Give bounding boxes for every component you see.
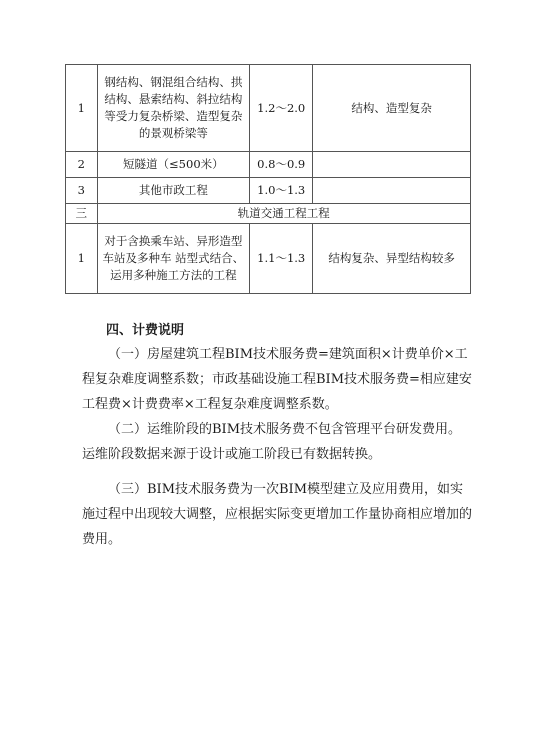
scope-cell: 短隧道（≤500米） <box>97 152 250 178</box>
row-number: 1 <box>66 65 98 152</box>
scope-cell: 钢结构、钢混组合结构、拱结构、悬索结构、斜拉结构等受力复杂桥梁、造型复杂的景观桥梁等 <box>97 65 250 152</box>
section-heading-cell: 轨道交通工程工程 <box>97 204 470 224</box>
paragraph-1: （一）房屋建筑工程BIM技术服务费=建筑面积×计费单价×工程复杂难度调整系数；市政基础设施工程BIM技术服务费=相应建安工程费×计费费率×工程复杂难度调整系数。 <box>82 347 472 412</box>
note-cell <box>313 178 471 204</box>
section-title: 四、计费说明 <box>106 323 185 338</box>
table-section-row <box>66 204 471 224</box>
table-row <box>66 178 471 204</box>
row-number: 3 <box>66 178 98 204</box>
table-row <box>66 65 471 152</box>
coefficient-cell: 0.8～0.9 <box>250 152 313 178</box>
scope-cell: 对于含换乘车站、异形造型车站及多种车 站型式结合、运用多种施工方法的工程 <box>97 224 250 294</box>
section-number: 三 <box>66 204 98 224</box>
note-cell: 结构、造型复杂 <box>313 65 471 152</box>
fee-coefficient-table <box>65 64 471 294</box>
scope-cell: 其他市政工程 <box>97 178 250 204</box>
coefficient-cell: 1.0～1.3 <box>250 178 313 204</box>
note-cell: 结构复杂、异型结构较多 <box>313 224 471 294</box>
note-cell <box>313 152 471 178</box>
coefficient-cell: 1.1～1.3 <box>250 224 313 294</box>
table-row <box>66 152 471 178</box>
coefficient-cell: 1.2～2.0 <box>250 65 313 152</box>
row-number: 1 <box>66 224 98 294</box>
paragraph-3: （三）BIM技术服务费为一次BIM模型建立及应用费用，如实施过程中出现较大调整，应根据实际变更增加工作量协商相应增加的费用。 <box>82 482 473 547</box>
table-row <box>66 224 471 294</box>
paragraph-2: （二）运维阶段的BIM技术服务费不包含管理平台研发费用。运维阶段数据来源于设计或施工阶段已有数据转换。 <box>82 422 461 462</box>
row-number: 2 <box>66 152 98 178</box>
